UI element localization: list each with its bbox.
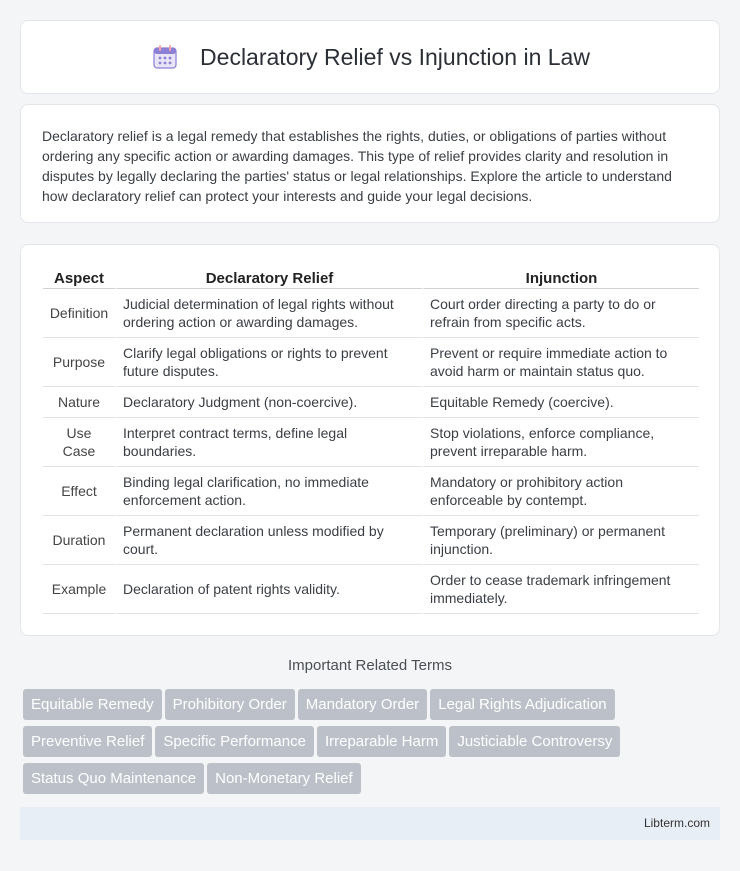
table-row xyxy=(43,338,699,387)
term-tag[interactable]: Legal Rights Adjudication xyxy=(430,689,614,720)
header-aspect: Aspect xyxy=(43,266,115,289)
table-row xyxy=(43,467,699,516)
comparison-table xyxy=(43,266,699,614)
intro-card xyxy=(20,104,720,223)
table-row xyxy=(43,387,699,418)
injunction-cell: Mandatory or prohibitory action enforceable by contempt. xyxy=(422,467,699,516)
table-row xyxy=(43,565,699,614)
injunction-cell: Equitable Remedy (coercive). xyxy=(422,387,699,418)
aspect-cell: Use Case xyxy=(43,418,115,467)
table-row xyxy=(43,289,699,338)
table-row xyxy=(43,516,699,565)
declaratory-cell: Interpret contract terms, define legal boundaries. xyxy=(115,418,422,467)
aspect-cell: Duration xyxy=(43,516,115,565)
header-injunction: Injunction xyxy=(422,266,699,289)
declaratory-cell: Binding legal clarification, no immediate enforcement action. xyxy=(115,467,422,516)
injunction-cell: Prevent or require immediate action to avoid harm or maintain status quo. xyxy=(422,338,699,387)
table-header-row xyxy=(43,266,699,289)
header-card xyxy=(20,20,720,94)
table-row xyxy=(43,418,699,467)
calendar-icon xyxy=(150,42,180,72)
footer-site-link[interactable]: Libterm.com xyxy=(643,816,710,830)
comparison-card xyxy=(20,244,720,636)
aspect-cell: Example xyxy=(43,565,115,614)
term-tag[interactable]: Irreparable Harm xyxy=(317,726,446,757)
related-terms-title: Important Related Terms xyxy=(288,657,452,674)
term-tag[interactable]: Specific Performance xyxy=(155,726,314,757)
aspect-cell: Effect xyxy=(43,467,115,516)
term-tag[interactable]: Status Quo Maintenance xyxy=(23,763,204,794)
term-tag[interactable]: Prohibitory Order xyxy=(165,689,295,720)
term-tag[interactable]: Mandatory Order xyxy=(298,689,427,720)
aspect-cell: Nature xyxy=(43,387,115,418)
injunction-cell: Stop violations, enforce compliance, prevent irreparable harm. xyxy=(422,418,699,467)
footer xyxy=(20,807,720,840)
term-tag[interactable]: Equitable Remedy xyxy=(23,689,162,720)
declaratory-cell: Declaration of patent rights validity. xyxy=(115,565,422,614)
declaratory-cell: Clarify legal obligations or rights to prevent future disputes. xyxy=(115,338,422,387)
term-tag[interactable]: Non-Monetary Relief xyxy=(207,763,361,794)
intro-text: Declaratory relief is a legal remedy that establishes the rights, duties, or obligations of parties without ordering any specific action or awarding damages. This type of relief provides clarity and resolution in disputes by legally declaring the parties' status or legal relationships. Explore the article to understand how declaratory relief can protect your interests and guide your legal decisions. xyxy=(42,128,672,204)
related-terms-list xyxy=(23,689,723,800)
header-declaratory-relief: Declaratory Relief xyxy=(115,266,422,289)
aspect-cell: Purpose xyxy=(43,338,115,387)
term-tag[interactable]: Preventive Relief xyxy=(23,726,152,757)
injunction-cell: Court order directing a party to do or refrain from specific acts. xyxy=(422,289,699,338)
declaratory-cell: Judicial determination of legal rights without ordering action or awarding damages. xyxy=(115,289,422,338)
aspect-cell: Definition xyxy=(43,289,115,338)
declaratory-cell: Permanent declaration unless modified by court. xyxy=(115,516,422,565)
declaratory-cell: Declaratory Judgment (non-coercive). xyxy=(115,387,422,418)
page-title: Declaratory Relief vs Injunction in Law xyxy=(200,43,590,70)
injunction-cell: Temporary (preliminary) or permanent injunction. xyxy=(422,516,699,565)
term-tag[interactable]: Justiciable Controversy xyxy=(449,726,620,757)
injunction-cell: Order to cease trademark infringement immediately. xyxy=(422,565,699,614)
